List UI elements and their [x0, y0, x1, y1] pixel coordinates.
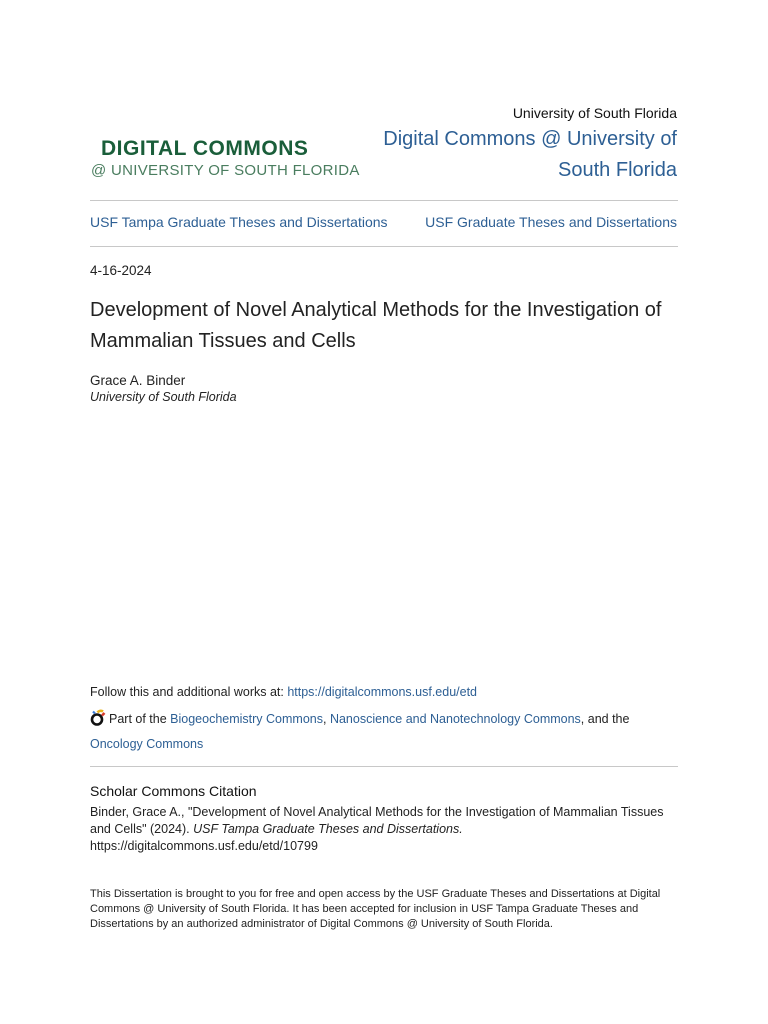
divider — [90, 246, 678, 247]
nav-link-usf-theses[interactable]: USF Graduate Theses and Dissertations — [425, 214, 677, 230]
follow-url-link[interactable]: https://digitalcommons.usf.edu/etd — [287, 685, 478, 699]
document-title: Development of Novel Analytical Methods for the Investigation of Mammalian Tissues and Cells — [90, 299, 662, 352]
university-name: University of South Florida — [512, 105, 677, 121]
part-of-and: , and the — [580, 712, 630, 726]
open-access-icon — [90, 709, 106, 733]
citation-body — [90, 804, 680, 855]
part-of-section — [90, 708, 680, 755]
nanoscience-commons-link[interactable]: Nanoscience and Nanotechnology Commons — [329, 712, 581, 726]
follow-line — [90, 685, 477, 699]
access-statement: This Dissertation is brought to you for free and open access by the USF Graduate Theses and Dissertations at Digital Commons @ University of South Florida. It has been accepted for inclusion in USF Tampa Graduate Theses and Dissertations by an authorized administrator of Digital Commons @ University of South Florida. — [90, 888, 661, 930]
citation-series: USF Tampa Graduate Theses and Dissertations. — [193, 822, 463, 836]
nav-link-tampa-theses[interactable]: USF Tampa Graduate Theses and Dissertations — [90, 214, 388, 230]
part-of-sep: , — [323, 712, 330, 726]
biogeochemistry-commons-link[interactable]: Biogeochemistry Commons — [170, 712, 323, 726]
author-affiliation: University of South Florida — [90, 390, 237, 404]
divider — [90, 766, 678, 767]
follow-label: Follow this and additional works at: — [90, 685, 288, 699]
author-name: Grace A. Binder — [90, 373, 186, 388]
citation-text: Binder, Grace A., "Development of Novel Analytical Methods for the Investigation of Mammalian Tissues and Cells" (2024). — [90, 805, 664, 836]
digital-commons-logo[interactable] — [91, 137, 366, 179]
oncology-commons-link[interactable]: Oncology Commons — [90, 737, 204, 751]
publication-date: 4-16-2024 — [90, 263, 152, 278]
part-of-prefix: Part of the — [109, 712, 171, 726]
divider — [90, 200, 678, 201]
repository-title-link[interactable]: Digital Commons @ University of South Florida — [383, 128, 677, 181]
citation-url: https://digitalcommons.usf.edu/etd/10799 — [90, 839, 318, 853]
logo-line2: @ UNIVERSITY OF SOUTH FLORIDA — [91, 162, 360, 179]
citation-heading: Scholar Commons Citation — [90, 783, 257, 799]
logo-line1: DIGITAL COMMONS — [101, 137, 309, 160]
